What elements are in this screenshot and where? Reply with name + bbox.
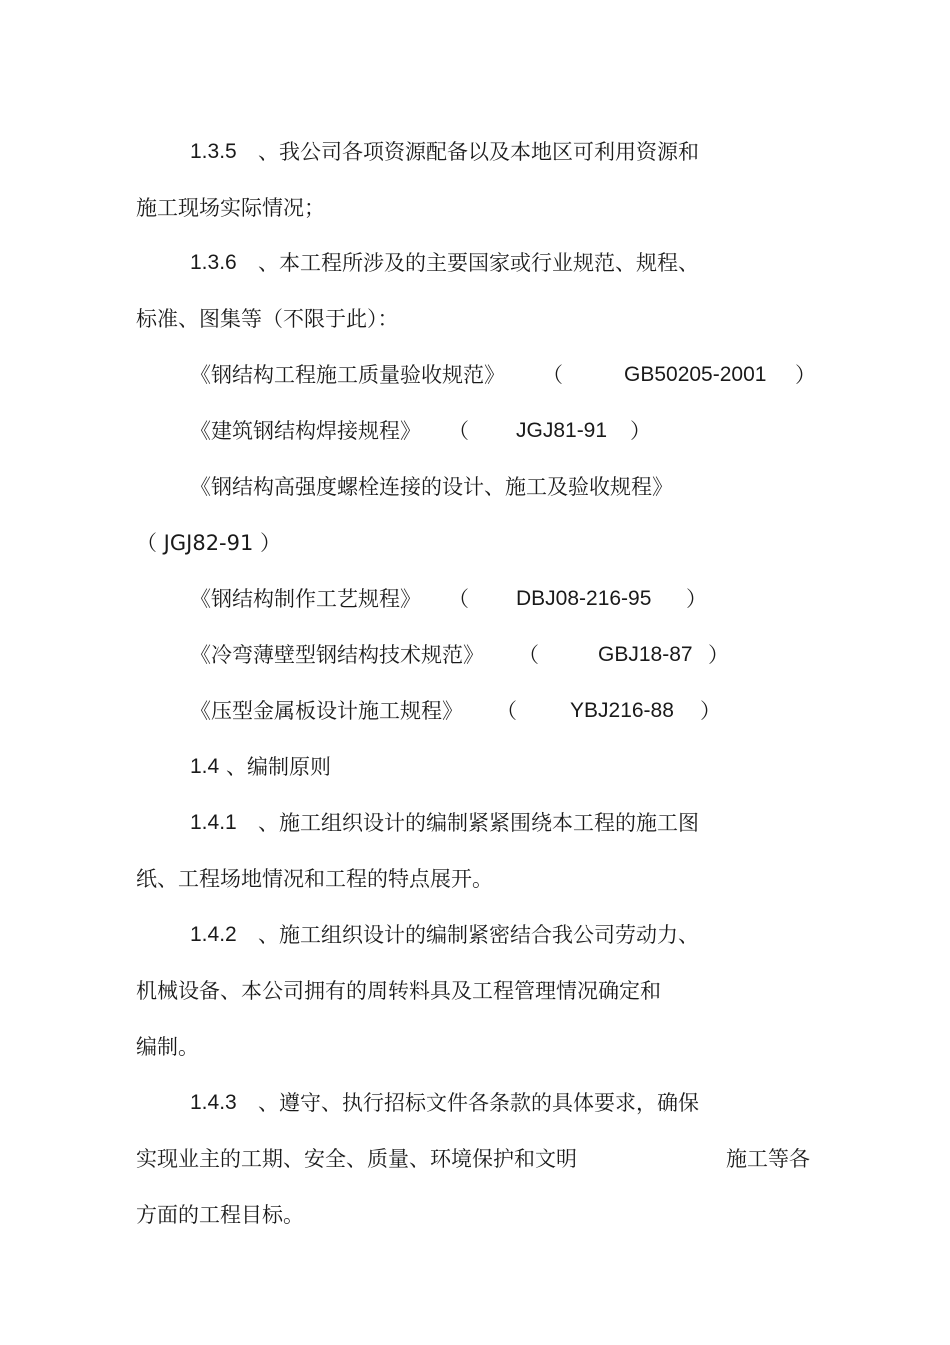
- section-number-1-4-1: 1.4.1: [190, 811, 237, 834]
- paragraph-1-4-3-line-1: 、遵守、执行招标文件各条款的具体要求，确保: [258, 1091, 699, 1115]
- paragraph-1-3-5-line-1: 、我公司各项资源配备以及本地区可利用资源和: [258, 140, 699, 164]
- paragraph-1-4-3-line-2a: 实现业主的工期、安全、质量、环境保护和文明: [136, 1147, 577, 1171]
- reference-code: GBJ18-87: [598, 643, 693, 666]
- paragraph-1-3-6-line-1: 、本工程所涉及的主要国家或行业规范、规程、: [258, 251, 699, 275]
- section-number-1-4-2: 1.4.2: [190, 923, 237, 946]
- section-number-1-4: 1.4: [190, 755, 220, 778]
- reference-title: 《冷弯薄壁型钢结构技术规范》: [190, 643, 484, 667]
- section-number-1-3-5: 1.3.5: [190, 140, 237, 163]
- reference-close-paren: ）: [686, 587, 707, 611]
- reference-close-paren: ）: [700, 699, 721, 723]
- section-number-1-4-3: 1.4.3: [190, 1091, 237, 1114]
- paragraph-1-3-5-line-2: 施工现场实际情况；: [136, 196, 325, 220]
- paragraph-1-4-3-line-2b: 施工等各: [726, 1147, 810, 1171]
- paragraph-1-4-2-line-2: 机械设备、本公司拥有的周转料具及工程管理情况确定和: [136, 979, 661, 1003]
- reference-open-paren: （: [448, 419, 469, 443]
- paragraph-1-4-3-line-3: 方面的工程目标。: [136, 1203, 304, 1227]
- reference-title: 《钢结构高强度螺栓连接的设计、施工及验收规程》: [190, 475, 673, 499]
- reference-code: JGJ81-91: [516, 419, 608, 442]
- section-heading-1-4: 、编制原则: [226, 755, 331, 779]
- reference-open-paren: （: [496, 699, 517, 723]
- paragraph-1-4-2-line-1: 、施工组织设计的编制紧密结合我公司劳动力、: [258, 923, 699, 947]
- section-number-1-3-6: 1.3.6: [190, 251, 237, 274]
- paragraph-1-4-1-line-2: 纸、工程场地情况和工程的特点展开。: [136, 867, 493, 891]
- reference-title: 《压型金属板设计施工规程》: [190, 699, 463, 723]
- reference-title: 《钢结构制作工艺规程》: [190, 587, 421, 611]
- reference-title: 《建筑钢结构焊接规程》: [190, 419, 421, 443]
- reference-code: GB50205-2001: [624, 363, 767, 386]
- reference-code: YBJ216-88: [570, 699, 674, 722]
- reference-close-paren: ）: [630, 419, 651, 443]
- reference-open-paren: （: [542, 363, 563, 387]
- reference-close-paren: ）: [708, 643, 729, 667]
- reference-code: DBJ08-216-95: [516, 587, 652, 610]
- reference-close-paren: ）: [795, 363, 816, 387]
- reference-open-paren: （: [448, 587, 469, 611]
- reference-title: 《钢结构工程施工质量验收规范》: [190, 363, 505, 387]
- reference-code-continuation: （ JGJ82-91 ）: [136, 531, 282, 555]
- paragraph-1-4-1-line-1: 、施工组织设计的编制紧紧围绕本工程的施工图: [258, 811, 699, 835]
- paragraph-1-3-6-line-2: 标准、图集等（不限于此）：: [136, 307, 399, 331]
- reference-open-paren: （: [518, 643, 539, 667]
- paragraph-1-4-2-line-3: 编制。: [136, 1035, 199, 1059]
